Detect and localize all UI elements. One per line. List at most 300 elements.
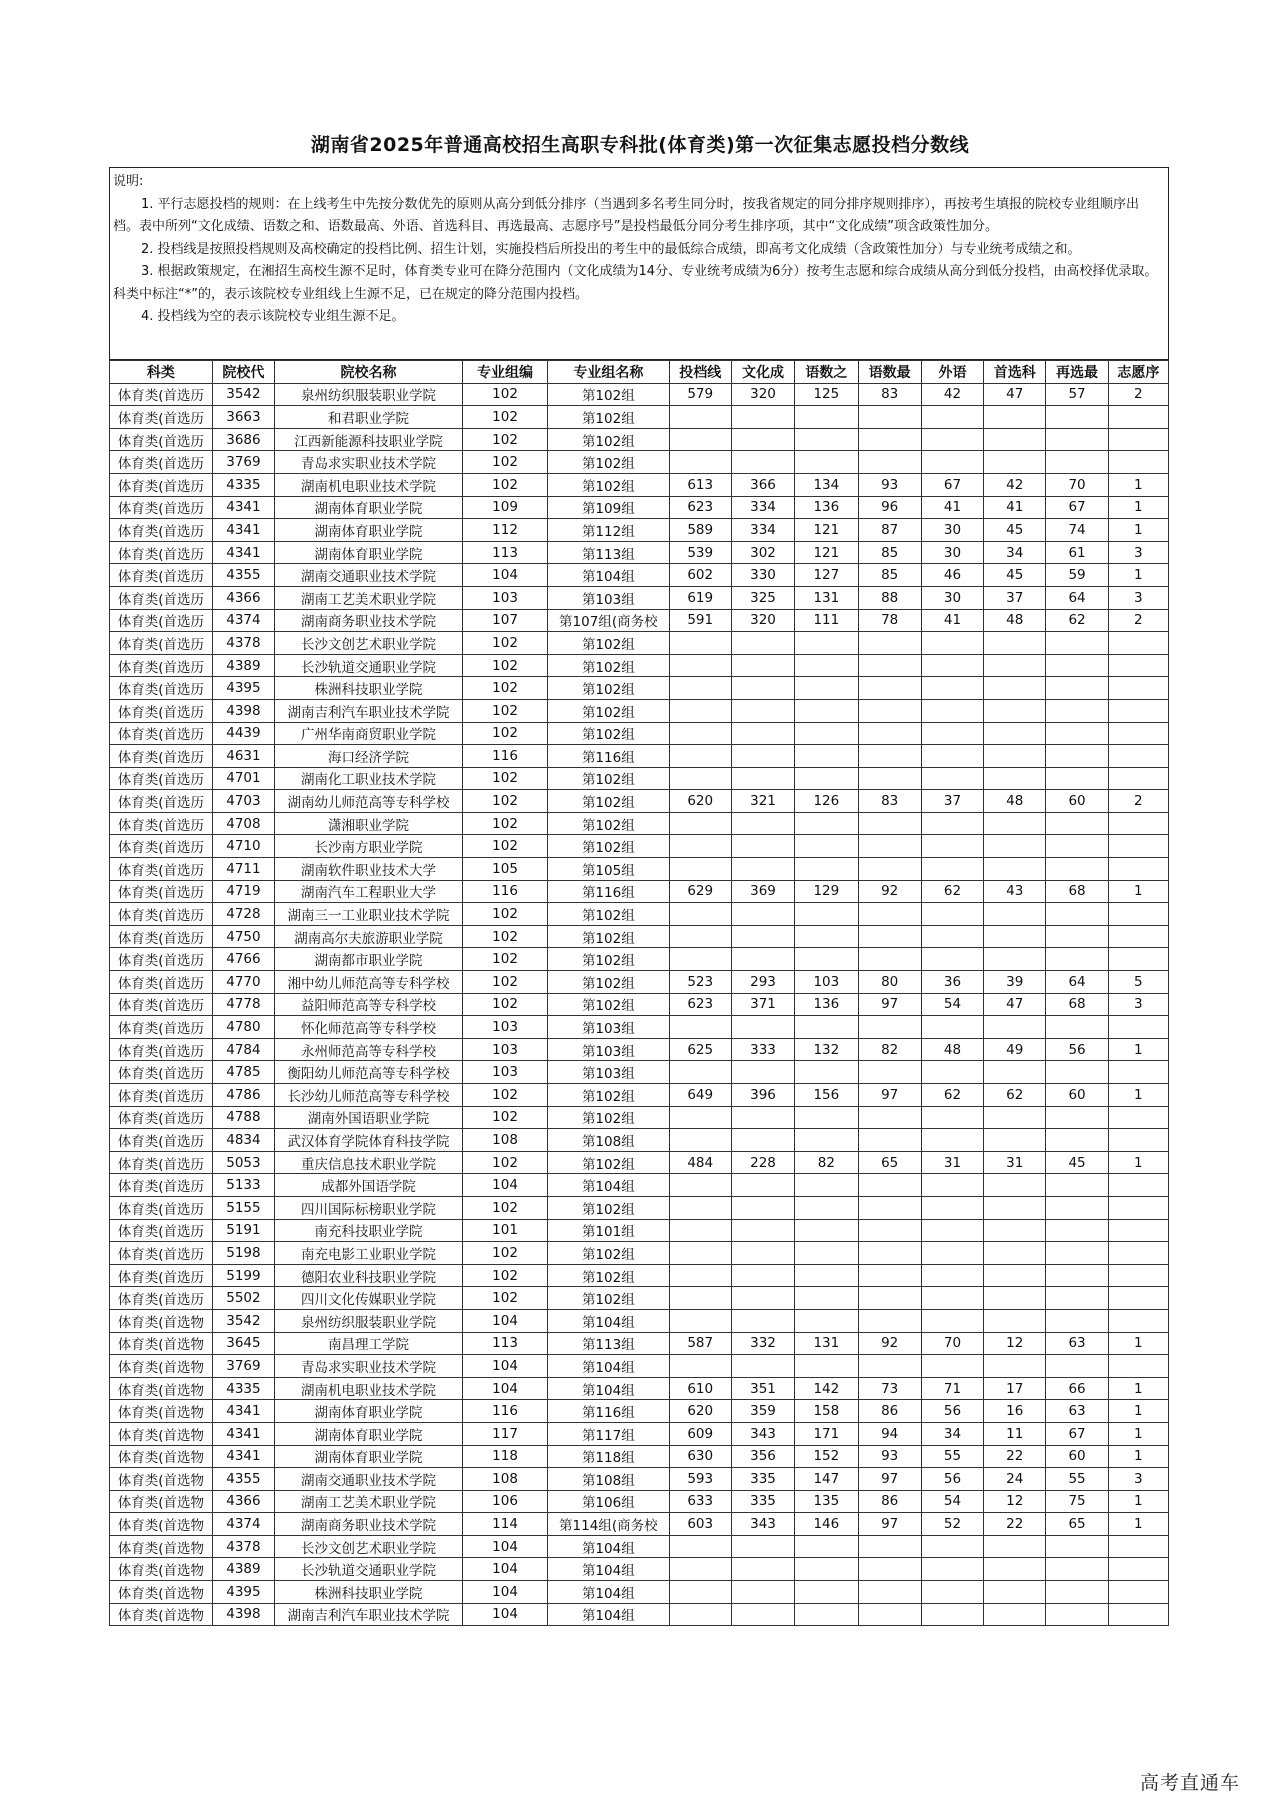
table-cell: 41 xyxy=(984,496,1046,519)
table-cell xyxy=(858,812,921,835)
table-cell: 31 xyxy=(921,1151,983,1174)
table-cell: 156 xyxy=(795,1084,858,1107)
note-item: 1. 平行志愿投档的规则：在上线考生中先按分数优先的原则从高分到低分排序（当遇到多名考生同分时，按我省规定的同分排序规则排序），再按考生填报的院校专业组顺序出档。表中所列“文化成绩、语数之和、语数最高、外语、首选科目、再选最高、志愿序号”是投档最低分同分考生排序项，其中“文化成绩”项含政策性加分。 xyxy=(113,196,1140,234)
table-cell: 56 xyxy=(921,1468,983,1491)
table-cell xyxy=(1046,1535,1108,1558)
table-cell: 97 xyxy=(858,1513,921,1536)
table-cell xyxy=(984,677,1046,700)
table-cell: 体育类(首选历 xyxy=(110,632,213,655)
table-cell: 366 xyxy=(731,473,794,496)
table-cell: 112 xyxy=(462,519,547,542)
notes-heading: 说明: xyxy=(113,174,144,189)
table-cell: 湖南工艺美术职业学院 xyxy=(275,1490,463,1513)
table-cell xyxy=(795,858,858,881)
table-cell: 湖南机电职业技术学院 xyxy=(275,473,463,496)
column-header: 投档线 xyxy=(669,361,731,384)
table-cell xyxy=(1046,948,1108,971)
table-cell: 332 xyxy=(731,1332,794,1355)
table-cell xyxy=(984,1558,1046,1581)
table-cell: 333 xyxy=(731,1038,794,1061)
table-cell: 第114组(商务校 xyxy=(548,1513,669,1536)
column-header: 首选科 xyxy=(984,361,1046,384)
table-cell xyxy=(731,1219,794,1242)
table-cell: 体育类(首选历 xyxy=(110,541,213,564)
table-cell xyxy=(1108,1174,1168,1197)
table-row xyxy=(110,1332,1169,1355)
table-row xyxy=(110,428,1169,451)
table-cell: 第113组 xyxy=(548,541,669,564)
column-header: 院校代 xyxy=(212,361,274,384)
table-cell: 3663 xyxy=(212,406,274,429)
table-cell xyxy=(731,677,794,700)
table-cell xyxy=(984,1106,1046,1129)
table-cell: 第102组 xyxy=(548,790,669,813)
table-cell xyxy=(984,835,1046,858)
table-cell: 1 xyxy=(1108,1084,1168,1107)
table-cell: 体育类(首选历 xyxy=(110,383,213,406)
table-cell: 第102组 xyxy=(548,1196,669,1219)
table-cell xyxy=(984,1219,1046,1242)
table-cell: 湘中幼儿师范高等专科学校 xyxy=(275,971,463,994)
table-cell xyxy=(795,1309,858,1332)
table-cell xyxy=(1046,1603,1108,1626)
table-cell xyxy=(921,1535,983,1558)
table-cell xyxy=(669,406,731,429)
table-cell: 43 xyxy=(984,880,1046,903)
table-cell: 湖南体育职业学院 xyxy=(275,519,463,542)
table-cell: 62 xyxy=(921,1084,983,1107)
table-cell: 体育类(首选历 xyxy=(110,880,213,903)
table-cell: 22 xyxy=(984,1445,1046,1468)
table-cell: 第102组 xyxy=(548,722,669,745)
table-cell: 4785 xyxy=(212,1061,274,1084)
table-cell: 42 xyxy=(984,473,1046,496)
table-cell xyxy=(1046,406,1108,429)
table-cell: 第104组 xyxy=(548,1558,669,1581)
table-cell xyxy=(1108,858,1168,881)
table-cell: 591 xyxy=(669,609,731,632)
table-cell: 1 xyxy=(1108,564,1168,587)
table-cell xyxy=(984,1355,1046,1378)
table-cell: 体育类(首选历 xyxy=(110,1196,213,1219)
table-cell: 第102组 xyxy=(548,451,669,474)
table-cell: 4341 xyxy=(212,519,274,542)
table-cell: 体育类(首选历 xyxy=(110,1061,213,1084)
table-cell xyxy=(1108,1016,1168,1039)
table-cell: 104 xyxy=(462,1377,547,1400)
table-cell: 体育类(首选历 xyxy=(110,1174,213,1197)
table-cell xyxy=(669,745,731,768)
table-cell xyxy=(1046,858,1108,881)
table-cell: 长沙幼儿师范高等专科学校 xyxy=(275,1084,463,1107)
table-cell: 4703 xyxy=(212,790,274,813)
table-cell xyxy=(669,925,731,948)
table-cell: 48 xyxy=(984,790,1046,813)
table-cell: 体育类(首选物 xyxy=(110,1445,213,1468)
table-cell: 86 xyxy=(858,1490,921,1513)
table-cell: 593 xyxy=(669,1468,731,1491)
table-cell: 2 xyxy=(1108,790,1168,813)
table-cell: 4784 xyxy=(212,1038,274,1061)
table-cell xyxy=(921,1016,983,1039)
table-row xyxy=(110,1106,1169,1129)
table-cell: 30 xyxy=(921,519,983,542)
table-cell: 65 xyxy=(858,1151,921,1174)
table-cell: 第102组 xyxy=(548,699,669,722)
table-cell: 体育类(首选历 xyxy=(110,1038,213,1061)
table-cell: 96 xyxy=(858,496,921,519)
table-cell: 102 xyxy=(462,925,547,948)
table-cell: 135 xyxy=(795,1490,858,1513)
table-cell: 第101组 xyxy=(548,1219,669,1242)
table-cell: 330 xyxy=(731,564,794,587)
table-cell: 4341 xyxy=(212,1422,274,1445)
table-cell xyxy=(858,1309,921,1332)
table-cell: 1 xyxy=(1108,1490,1168,1513)
table-cell: 第102组 xyxy=(548,925,669,948)
table-cell: 海口经济学院 xyxy=(275,745,463,768)
note-item: 3. 根据政策规定，在湘招生高校生源不足时，体育类专业可在降分范围内（文化成绩为14分、专业统考成绩为6分）按考生志愿和综合成绩从高分到低分投档，由高校择优录取。科类中标注“*”的，表示该院校专业组线上生源不足，已在规定的降分范围内投档。 xyxy=(113,264,1158,302)
table-cell: 体育类(首选物 xyxy=(110,1603,213,1626)
table-cell: 396 xyxy=(731,1084,794,1107)
table-cell xyxy=(669,1603,731,1626)
table-cell: 87 xyxy=(858,519,921,542)
column-header: 文化成 xyxy=(731,361,794,384)
table-row xyxy=(110,699,1169,722)
table-cell: 129 xyxy=(795,880,858,903)
table-cell: 102 xyxy=(462,835,547,858)
table-cell: 613 xyxy=(669,473,731,496)
column-header: 专业组编 xyxy=(462,361,547,384)
table-cell xyxy=(731,1287,794,1310)
table-cell xyxy=(984,699,1046,722)
table-cell: 34 xyxy=(921,1422,983,1445)
table-cell xyxy=(984,1309,1046,1332)
table-cell: 113 xyxy=(462,1332,547,1355)
table-cell: 602 xyxy=(669,564,731,587)
column-header: 再选最 xyxy=(1046,361,1108,384)
table-cell: 102 xyxy=(462,993,547,1016)
table-cell xyxy=(858,632,921,655)
table-cell xyxy=(795,925,858,948)
table-cell xyxy=(731,632,794,655)
table-cell: 45 xyxy=(1046,1151,1108,1174)
table-cell: 体育类(首选历 xyxy=(110,1219,213,1242)
table-cell xyxy=(795,1061,858,1084)
table-cell xyxy=(731,1174,794,1197)
table-cell: 16 xyxy=(984,1400,1046,1423)
table-cell xyxy=(1108,1196,1168,1219)
table-cell: 146 xyxy=(795,1513,858,1536)
table-cell xyxy=(1046,903,1108,926)
table-row xyxy=(110,654,1169,677)
table-cell: 30 xyxy=(921,586,983,609)
table-cell: 第102组 xyxy=(548,473,669,496)
table-cell: 649 xyxy=(669,1084,731,1107)
table-cell: 4778 xyxy=(212,993,274,1016)
table-cell: 长沙文创艺术职业学院 xyxy=(275,1535,463,1558)
table-cell: 1 xyxy=(1108,1377,1168,1400)
table-cell xyxy=(984,1196,1046,1219)
table-cell xyxy=(1108,451,1168,474)
table-cell: 体育类(首选历 xyxy=(110,1151,213,1174)
table-cell: 4355 xyxy=(212,1468,274,1491)
table-cell xyxy=(795,428,858,451)
table-cell: 南昌理工学院 xyxy=(275,1332,463,1355)
table-cell: 体育类(首选历 xyxy=(110,654,213,677)
table-cell xyxy=(984,1535,1046,1558)
table-cell: 湖南商务职业技术学院 xyxy=(275,1513,463,1536)
table-cell: 体育类(首选物 xyxy=(110,1400,213,1423)
table-cell: 湖南吉利汽车职业技术学院 xyxy=(275,699,463,722)
table-cell: 第102组 xyxy=(548,767,669,790)
table-cell: 102 xyxy=(462,812,547,835)
table-cell: 4355 xyxy=(212,564,274,587)
table-cell: 湖南交通职业技术学院 xyxy=(275,1468,463,1491)
table-cell: 4389 xyxy=(212,654,274,677)
table-cell: 3645 xyxy=(212,1332,274,1355)
table-cell xyxy=(795,1603,858,1626)
table-cell: 体育类(首选历 xyxy=(110,406,213,429)
table-cell xyxy=(669,835,731,858)
table-cell xyxy=(921,1603,983,1626)
table-cell: 343 xyxy=(731,1422,794,1445)
table-cell xyxy=(1108,428,1168,451)
table-cell: 第116组 xyxy=(548,745,669,768)
table-cell: 134 xyxy=(795,473,858,496)
table-cell: 101 xyxy=(462,1219,547,1242)
table-cell: 第103组 xyxy=(548,1016,669,1039)
table-cell xyxy=(1046,451,1108,474)
table-cell: 102 xyxy=(462,1196,547,1219)
table-cell xyxy=(921,1287,983,1310)
table-row xyxy=(110,1129,1169,1152)
table-cell: 第109组 xyxy=(548,496,669,519)
table-cell: 83 xyxy=(858,790,921,813)
table-cell: 潇湘职业学院 xyxy=(275,812,463,835)
table-cell: 体育类(首选物 xyxy=(110,1355,213,1378)
table-row xyxy=(110,1558,1169,1581)
table-cell xyxy=(858,1016,921,1039)
table-cell xyxy=(1108,1219,1168,1242)
table-cell: 103 xyxy=(795,971,858,994)
watermark-text: 高考直通车 xyxy=(1139,1772,1240,1794)
table-cell: 320 xyxy=(731,609,794,632)
table-cell xyxy=(795,406,858,429)
table-cell: 第104组 xyxy=(548,564,669,587)
table-cell xyxy=(858,1535,921,1558)
table-cell: 70 xyxy=(1046,473,1108,496)
table-cell: 335 xyxy=(731,1468,794,1491)
table-cell: 4366 xyxy=(212,586,274,609)
table-cell: 4398 xyxy=(212,1603,274,1626)
table-cell xyxy=(669,722,731,745)
table-cell: 湖南高尔夫旅游职业学院 xyxy=(275,925,463,948)
table-cell: 2 xyxy=(1108,383,1168,406)
table-cell: 85 xyxy=(858,564,921,587)
table-row xyxy=(110,383,1169,406)
table-cell: 体育类(首选物 xyxy=(110,1581,213,1604)
table-row xyxy=(110,1400,1169,1423)
table-cell: 3686 xyxy=(212,428,274,451)
table-cell: 103 xyxy=(462,586,547,609)
table-cell xyxy=(1046,1581,1108,1604)
table-cell: 228 xyxy=(731,1151,794,1174)
table-cell: 永州师范高等专科学校 xyxy=(275,1038,463,1061)
table-cell: 体育类(首选历 xyxy=(110,903,213,926)
table-cell: 107 xyxy=(462,609,547,632)
table-cell xyxy=(669,903,731,926)
table-cell: 4786 xyxy=(212,1084,274,1107)
table-cell xyxy=(795,1558,858,1581)
table-cell: 体育类(首选历 xyxy=(110,767,213,790)
table-cell: 4378 xyxy=(212,632,274,655)
table-cell xyxy=(669,1016,731,1039)
table-cell xyxy=(1046,428,1108,451)
table-row xyxy=(110,1219,1169,1242)
table-cell xyxy=(984,1174,1046,1197)
table-cell xyxy=(984,858,1046,881)
table-cell xyxy=(1108,654,1168,677)
table-cell xyxy=(1108,1603,1168,1626)
table-cell: 湖南体育职业学院 xyxy=(275,1422,463,1445)
table-cell xyxy=(669,1174,731,1197)
table-cell: 5502 xyxy=(212,1287,274,1310)
table-row xyxy=(110,1038,1169,1061)
table-cell: 4341 xyxy=(212,541,274,564)
table-cell: 湖南都市职业学院 xyxy=(275,948,463,971)
table-cell xyxy=(921,745,983,768)
table-cell: 56 xyxy=(921,1400,983,1423)
table-cell xyxy=(858,722,921,745)
table-cell xyxy=(669,428,731,451)
table-cell: 德阳农业科技职业学院 xyxy=(275,1264,463,1287)
table-cell: 体育类(首选历 xyxy=(110,1084,213,1107)
table-cell: 湖南吉利汽车职业技术学院 xyxy=(275,1603,463,1626)
table-cell xyxy=(858,745,921,768)
table-cell: 第104组 xyxy=(548,1355,669,1378)
table-cell: 湖南外国语职业学院 xyxy=(275,1106,463,1129)
table-cell xyxy=(731,1196,794,1219)
table-cell: 85 xyxy=(858,541,921,564)
table-cell: 湖南体育职业学院 xyxy=(275,1445,463,1468)
table-cell: 第102组 xyxy=(548,1287,669,1310)
table-cell: 4395 xyxy=(212,677,274,700)
table-cell: 第104组 xyxy=(548,1377,669,1400)
table-cell xyxy=(1046,677,1108,700)
table-row xyxy=(110,1603,1169,1626)
page-title: 湖南省2025年普通高校招生高职专科批(体育类)第一次征集志愿投档分数线 xyxy=(310,134,970,156)
table-cell: 体育类(首选物 xyxy=(110,1422,213,1445)
table-cell xyxy=(921,722,983,745)
table-row xyxy=(110,858,1169,881)
table-cell: 102 xyxy=(462,971,547,994)
table-cell: 108 xyxy=(462,1129,547,1152)
table-cell: 体育类(首选历 xyxy=(110,428,213,451)
table-cell: 湖南体育职业学院 xyxy=(275,541,463,564)
table-cell xyxy=(858,1219,921,1242)
table-cell xyxy=(731,745,794,768)
table-cell: 102 xyxy=(462,451,547,474)
table-cell xyxy=(795,903,858,926)
table-cell: 102 xyxy=(462,632,547,655)
table-cell: 4341 xyxy=(212,1400,274,1423)
table-row xyxy=(110,1468,1169,1491)
table-cell: 127 xyxy=(795,564,858,587)
table-cell xyxy=(921,1242,983,1265)
table-cell xyxy=(1108,1581,1168,1604)
table-cell: 第104组 xyxy=(548,1581,669,1604)
table-cell: 第102组 xyxy=(548,903,669,926)
table-cell: 湖南体育职业学院 xyxy=(275,1400,463,1423)
table-cell xyxy=(858,767,921,790)
table-cell xyxy=(858,903,921,926)
table-cell: 48 xyxy=(984,609,1046,632)
table-cell xyxy=(1108,1106,1168,1129)
table-cell: 体育类(首选历 xyxy=(110,496,213,519)
table-cell: 5053 xyxy=(212,1151,274,1174)
table-cell xyxy=(795,632,858,655)
table-row xyxy=(110,541,1169,564)
table-cell xyxy=(921,632,983,655)
table-row xyxy=(110,745,1169,768)
table-cell: 104 xyxy=(462,1581,547,1604)
table-cell: 93 xyxy=(858,473,921,496)
table-cell: 57 xyxy=(1046,383,1108,406)
table-cell xyxy=(984,1581,1046,1604)
table-cell xyxy=(795,677,858,700)
table-cell: 1 xyxy=(1108,1513,1168,1536)
table-cell xyxy=(1046,1309,1108,1332)
table-cell: 74 xyxy=(1046,519,1108,542)
table-cell xyxy=(1046,1174,1108,1197)
table-cell: 22 xyxy=(984,1513,1046,1536)
table-cell: 63 xyxy=(1046,1332,1108,1355)
table-cell: 株洲科技职业学院 xyxy=(275,1581,463,1604)
table-cell: 第104组 xyxy=(548,1603,669,1626)
table-cell xyxy=(858,1287,921,1310)
table-cell: 第104组 xyxy=(548,1535,669,1558)
table-cell: 1 xyxy=(1108,473,1168,496)
table-cell xyxy=(921,1558,983,1581)
table-cell xyxy=(731,1106,794,1129)
table-cell: 和君职业学院 xyxy=(275,406,463,429)
table-cell: 湖南机电职业技术学院 xyxy=(275,1377,463,1400)
table-cell: 泉州纺织服装职业学院 xyxy=(275,383,463,406)
table-cell: 南充科技职业学院 xyxy=(275,1219,463,1242)
table-cell: 体育类(首选物 xyxy=(110,1468,213,1491)
table-cell: 4780 xyxy=(212,1016,274,1039)
table-cell: 湖南体育职业学院 xyxy=(275,496,463,519)
table-cell: 5198 xyxy=(212,1242,274,1265)
table-cell: 17 xyxy=(984,1377,1046,1400)
table-cell xyxy=(984,1603,1046,1626)
table-cell xyxy=(984,925,1046,948)
table-cell: 第102组 xyxy=(548,428,669,451)
table-cell: 3542 xyxy=(212,1309,274,1332)
table-cell xyxy=(1046,654,1108,677)
table-cell: 体育类(首选历 xyxy=(110,1016,213,1039)
table-cell: 体育类(首选历 xyxy=(110,948,213,971)
table-cell: 52 xyxy=(921,1513,983,1536)
table-cell xyxy=(858,1061,921,1084)
table-cell: 第108组 xyxy=(548,1468,669,1491)
table-cell: 31 xyxy=(984,1151,1046,1174)
table-cell: 302 xyxy=(731,541,794,564)
table-cell xyxy=(1108,677,1168,700)
table-cell: 42 xyxy=(921,383,983,406)
table-cell: 1 xyxy=(1108,1422,1168,1445)
